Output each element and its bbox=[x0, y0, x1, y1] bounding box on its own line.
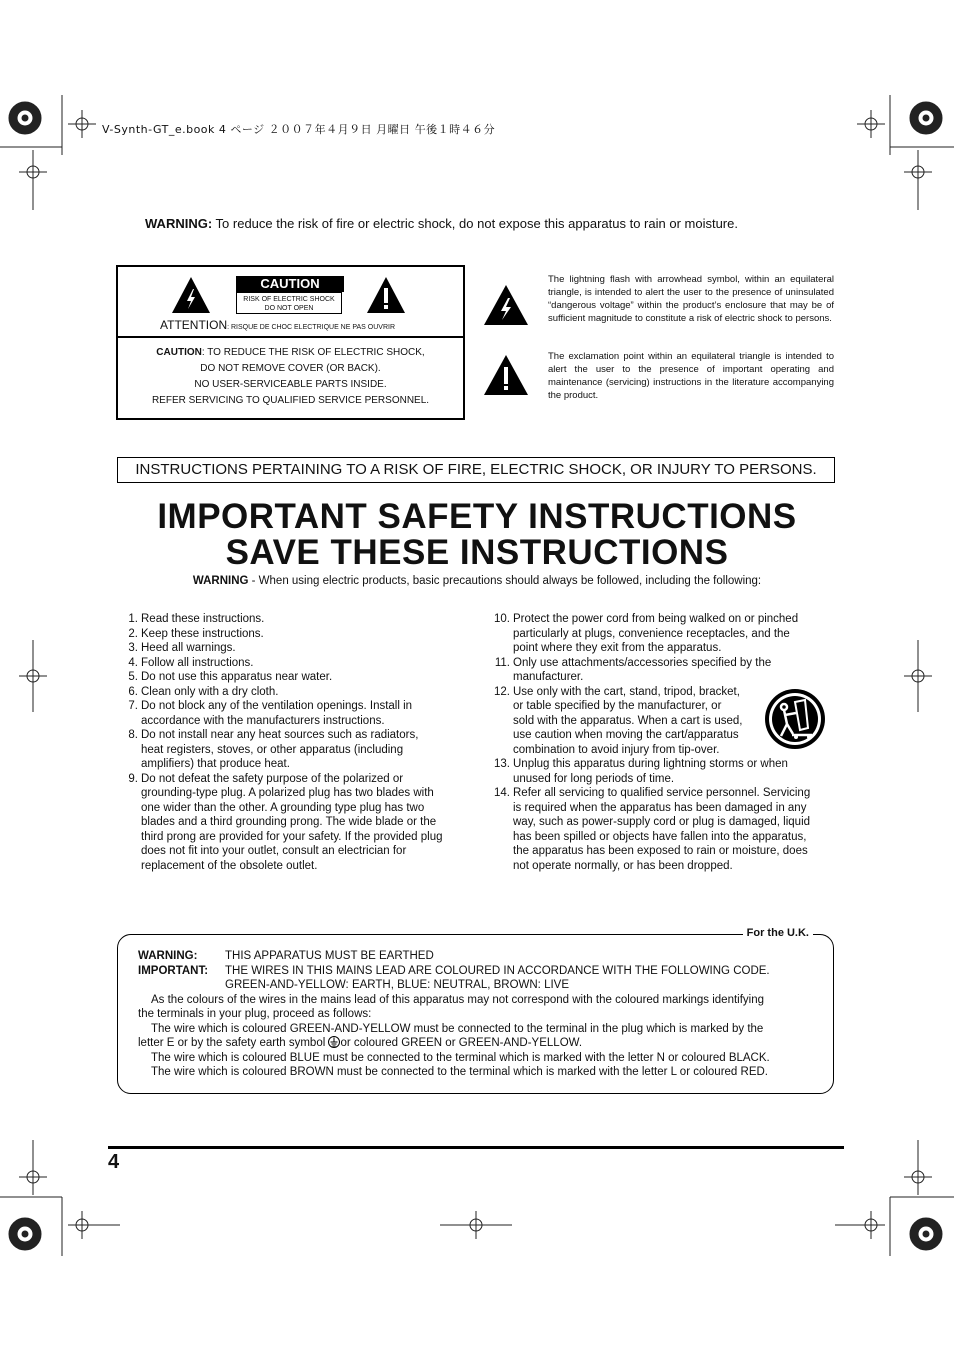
list-item-number: 11. bbox=[494, 656, 510, 669]
uk-para2a: The wire which is coloured GREEN-AND-YELLOW must be connected to the terminal in the plug which is marked by the bbox=[151, 1022, 764, 1035]
list-item-text bbox=[141, 728, 418, 772]
list-item-line: Protect the power cord from being walked on or pinched bbox=[513, 613, 799, 625]
list-item-line: Heed all warnings. bbox=[141, 642, 236, 654]
caution-text bbox=[118, 345, 463, 409]
list-item-line: or table specified by the manufacturer, or bbox=[513, 700, 722, 712]
list-item-number: 8. bbox=[128, 729, 138, 741]
sub-warning bbox=[0, 575, 954, 587]
uk-text bbox=[138, 949, 818, 1080]
list-item-text bbox=[141, 670, 332, 685]
caution-lead: CAUTION bbox=[156, 347, 202, 358]
uk-para2b bbox=[138, 1036, 818, 1051]
list-item-line: combination to avoid injury from tip-over. bbox=[513, 743, 720, 756]
exclamation-symbol-icon bbox=[482, 353, 530, 397]
caution-line3: NO USER-SERVICEABLE PARTS INSIDE. bbox=[194, 379, 387, 390]
list-item-line: the apparatus has been exposed to rain or moisture, does bbox=[513, 845, 808, 857]
caution-sub-label bbox=[236, 292, 342, 314]
list-item-text bbox=[141, 627, 264, 642]
list-item-line: Only use attachments/accessories specified by the bbox=[513, 656, 772, 669]
list-item-number: 9. bbox=[128, 772, 138, 785]
exclamation-symbol-text: The exclamation point within an equilateral triangle is intended to alert the user to the presence of important operating and maintenance (servicing) instructions in the literature accompanying the product. bbox=[548, 351, 834, 401]
caution-line4: REFER SERVICING TO QUALIFIED SERVICE PERSONNEL. bbox=[151, 395, 430, 406]
caution-line2: DO NOT REMOVE COVER (OR BACK). bbox=[200, 363, 381, 374]
uk-label: For the U.K. bbox=[743, 927, 813, 939]
list-item-line: Read these instructions. bbox=[141, 613, 265, 625]
list-item-line: way, such as power-supply cord or plug is damaged, liquid bbox=[513, 816, 811, 828]
list-item-line: Do not defeat the safety purpose of the polarized or bbox=[141, 772, 404, 785]
list-item-line: Unplug this apparatus during lightning storms or when bbox=[513, 758, 788, 770]
list-item-number: 13. bbox=[494, 758, 510, 770]
uk-warning-label: WARNING: bbox=[138, 950, 198, 962]
list-item-line: use caution when moving the cart/apparatus bbox=[513, 729, 739, 741]
list-item-line: is required when the apparatus has been damaged in any bbox=[513, 801, 807, 814]
caution-sub-line1: RISK OF ELECTRIC SHOCK bbox=[243, 296, 335, 303]
list-item-number: 12. bbox=[494, 685, 510, 698]
list-item-number: 1. bbox=[128, 613, 138, 625]
top-warning-text: To reduce the risk of fire or electric shock, do not expose this apparatus to rain or moisture. bbox=[212, 216, 738, 231]
print-header: V-Synth-GT_e.book 4 ページ ２００７年４月９日 月曜日 午後１時４６分 bbox=[102, 123, 496, 136]
list-item-line: Do not use this apparatus near water. bbox=[141, 671, 333, 683]
earth-symbol-icon bbox=[328, 1036, 340, 1048]
list-item-line: amplifiers) that produce heat. bbox=[141, 758, 290, 770]
list-item-number: 2. bbox=[128, 627, 138, 640]
list-item bbox=[488, 786, 838, 873]
list-item-line: replacement of the obsolete outlet. bbox=[141, 859, 318, 872]
caution-box-header bbox=[118, 267, 463, 338]
list-item-line: Refer all servicing to qualified service personnel. Servicing bbox=[513, 787, 811, 799]
list-item-line: Clean only with a dry cloth. bbox=[141, 685, 279, 698]
list-item bbox=[488, 612, 838, 656]
list-item-number: 5. bbox=[128, 671, 138, 683]
list-item-line: does not fit into your outlet, consult an electrician for bbox=[141, 845, 407, 857]
list-item-line: Do not block any of the ventilation openings. Install in bbox=[141, 700, 413, 712]
uk-para1b: the terminals in your plug, proceed as follows: bbox=[138, 1008, 372, 1020]
lightning-symbol-text: The lightning flash with arrowhead symbol, within an equilateral triangle, is intended to alert the user to the presence of uninsulated “dangerous voltage” within the product’s enclosure that may be of sufficient magnitude to constitute a risk of electric shock to persons. bbox=[548, 274, 834, 324]
lightning-symbol-icon bbox=[482, 283, 530, 327]
list-item bbox=[488, 757, 838, 786]
list-item bbox=[488, 656, 838, 685]
caution-line1 bbox=[118, 345, 463, 361]
instructions-banner: INSTRUCTIONS PERTAINING TO A RISK OF FIRE, ELECTRIC SHOCK, OR INJURY TO PERSONS. bbox=[117, 457, 835, 483]
page-title-line2: SAVE THESE INSTRUCTIONS bbox=[225, 533, 729, 572]
uk-important-row bbox=[138, 964, 818, 979]
list-item-line: third prong are provided for your safety. If the provided plug bbox=[141, 830, 443, 843]
list-item-text bbox=[513, 685, 742, 758]
page-title-line1: IMPORTANT SAFETY INSTRUCTIONS bbox=[157, 497, 797, 536]
exclamation-warning-icon bbox=[365, 275, 407, 315]
list-item-text bbox=[141, 612, 264, 627]
uk-para1a: As the colours of the wires in the mains lead of this apparatus may not correspond with the coloured markings identifying bbox=[151, 993, 765, 1006]
list-item-text bbox=[141, 656, 253, 671]
caution-label: CAUTION bbox=[236, 276, 344, 292]
list-item-number: 10. bbox=[494, 613, 510, 625]
cart-tipover-icon bbox=[762, 688, 828, 752]
list-item-line: has been spilled or objects have fallen into the apparatus, bbox=[513, 830, 807, 843]
lightning-warning-icon bbox=[170, 275, 212, 315]
list-item-number: 3. bbox=[128, 642, 138, 654]
list-item-text bbox=[141, 685, 278, 700]
list-item-number: 7. bbox=[128, 700, 138, 712]
list-item-line: Do not install near any heat sources such as radiators, bbox=[141, 729, 419, 741]
list-item-line: not operate normally, or has been dropped. bbox=[513, 859, 733, 872]
uk-warning-text: THIS APPARATUS MUST BE EARTHED bbox=[225, 950, 434, 962]
list-item bbox=[116, 685, 476, 700]
uk-para2b-post: or coloured GREEN or GREEN-AND-YELLOW. bbox=[340, 1037, 583, 1049]
uk-important-text2: GREEN-AND-YELLOW: EARTH, BLUE: NEUTRAL, BROWN: LIVE bbox=[225, 979, 570, 991]
list-item-text bbox=[513, 757, 788, 786]
uk-para3: The wire which is coloured BLUE must be connected to the terminal which is marked with the letter N or coloured BLACK. bbox=[151, 1051, 770, 1064]
page-number: 4 bbox=[108, 1151, 120, 1173]
list-item-number: 6. bbox=[128, 685, 138, 698]
caution-box bbox=[116, 265, 465, 420]
list-item bbox=[116, 612, 476, 627]
list-item-line: unused for long periods of time. bbox=[513, 772, 675, 785]
list-item-text bbox=[513, 656, 771, 685]
list-item-text bbox=[513, 786, 810, 873]
uk-important-label: IMPORTANT: bbox=[138, 964, 209, 977]
list-item-line: particularly at plugs, convenience receptacles, and the bbox=[513, 627, 790, 640]
list-item bbox=[116, 670, 476, 685]
top-warning bbox=[145, 216, 738, 231]
list-item-line: blades and a third grounding prong. The wide blade or the bbox=[141, 816, 437, 828]
list-item-text bbox=[141, 772, 443, 874]
list-item bbox=[116, 728, 476, 772]
list-item-line: one wider than the other. A grounding type plug has two bbox=[141, 801, 425, 814]
top-warning-label: WARNING: bbox=[145, 216, 213, 231]
uk-important-text1: THE WIRES IN THIS MAINS LEAD ARE COLOURED IN ACCORDANCE WITH THE FOLLOWING CODE. bbox=[225, 964, 770, 977]
list-item-line: accordance with the manufacturers instructions. bbox=[141, 714, 385, 727]
attention-small: : RISQUE DE CHOC ELECTRIQUE NE PAS OUVRIR bbox=[227, 324, 396, 331]
list-item-line: Use only with the cart, stand, tripod, bracket, bbox=[513, 685, 740, 698]
list-item-line: Follow all instructions. bbox=[141, 656, 254, 669]
uk-warning-row bbox=[138, 949, 818, 964]
list-item-number: 14. bbox=[494, 787, 510, 799]
list-item-line: sold with the apparatus. When a cart is used, bbox=[513, 714, 743, 727]
attention-line bbox=[160, 318, 395, 332]
sub-warning-label: WARNING bbox=[192, 575, 249, 587]
footer-rule bbox=[108, 1146, 844, 1149]
list-item-line: grounding-type plug. A polarized plug has two blades with bbox=[141, 787, 434, 799]
uk-para2b-pre: letter E or by the safety earth symbol bbox=[138, 1037, 326, 1049]
attention-label: ATTENTION bbox=[160, 318, 228, 332]
list-item-text bbox=[513, 612, 798, 656]
list-item-number: 4. bbox=[128, 656, 138, 669]
list-item-line: heat registers, stoves, or other apparatus (including bbox=[141, 743, 404, 756]
list-item bbox=[116, 656, 476, 671]
list-item-text bbox=[141, 699, 412, 728]
list-item bbox=[116, 772, 476, 874]
list-item bbox=[116, 699, 476, 728]
uk-notice-box bbox=[117, 927, 834, 1094]
list-item-line: point where they exit from the apparatus. bbox=[513, 642, 722, 654]
list-item-text bbox=[141, 641, 236, 656]
list-item-line: manufacturer. bbox=[513, 671, 584, 683]
list-item-line: Keep these instructions. bbox=[141, 627, 264, 640]
caution-line1-text: : TO REDUCE THE RISK OF ELECTRIC SHOCK, bbox=[201, 347, 425, 358]
uk-para4: The wire which is coloured BROWN must be connected to the terminal which is marked with the letter L or coloured RED. bbox=[151, 1066, 768, 1078]
list-item bbox=[116, 641, 476, 656]
list-item bbox=[116, 627, 476, 642]
caution-sub-line2: DO NOT OPEN bbox=[264, 305, 314, 312]
sub-warning-text: - When using electric products, basic precautions should always be followed, including the following: bbox=[248, 575, 762, 587]
